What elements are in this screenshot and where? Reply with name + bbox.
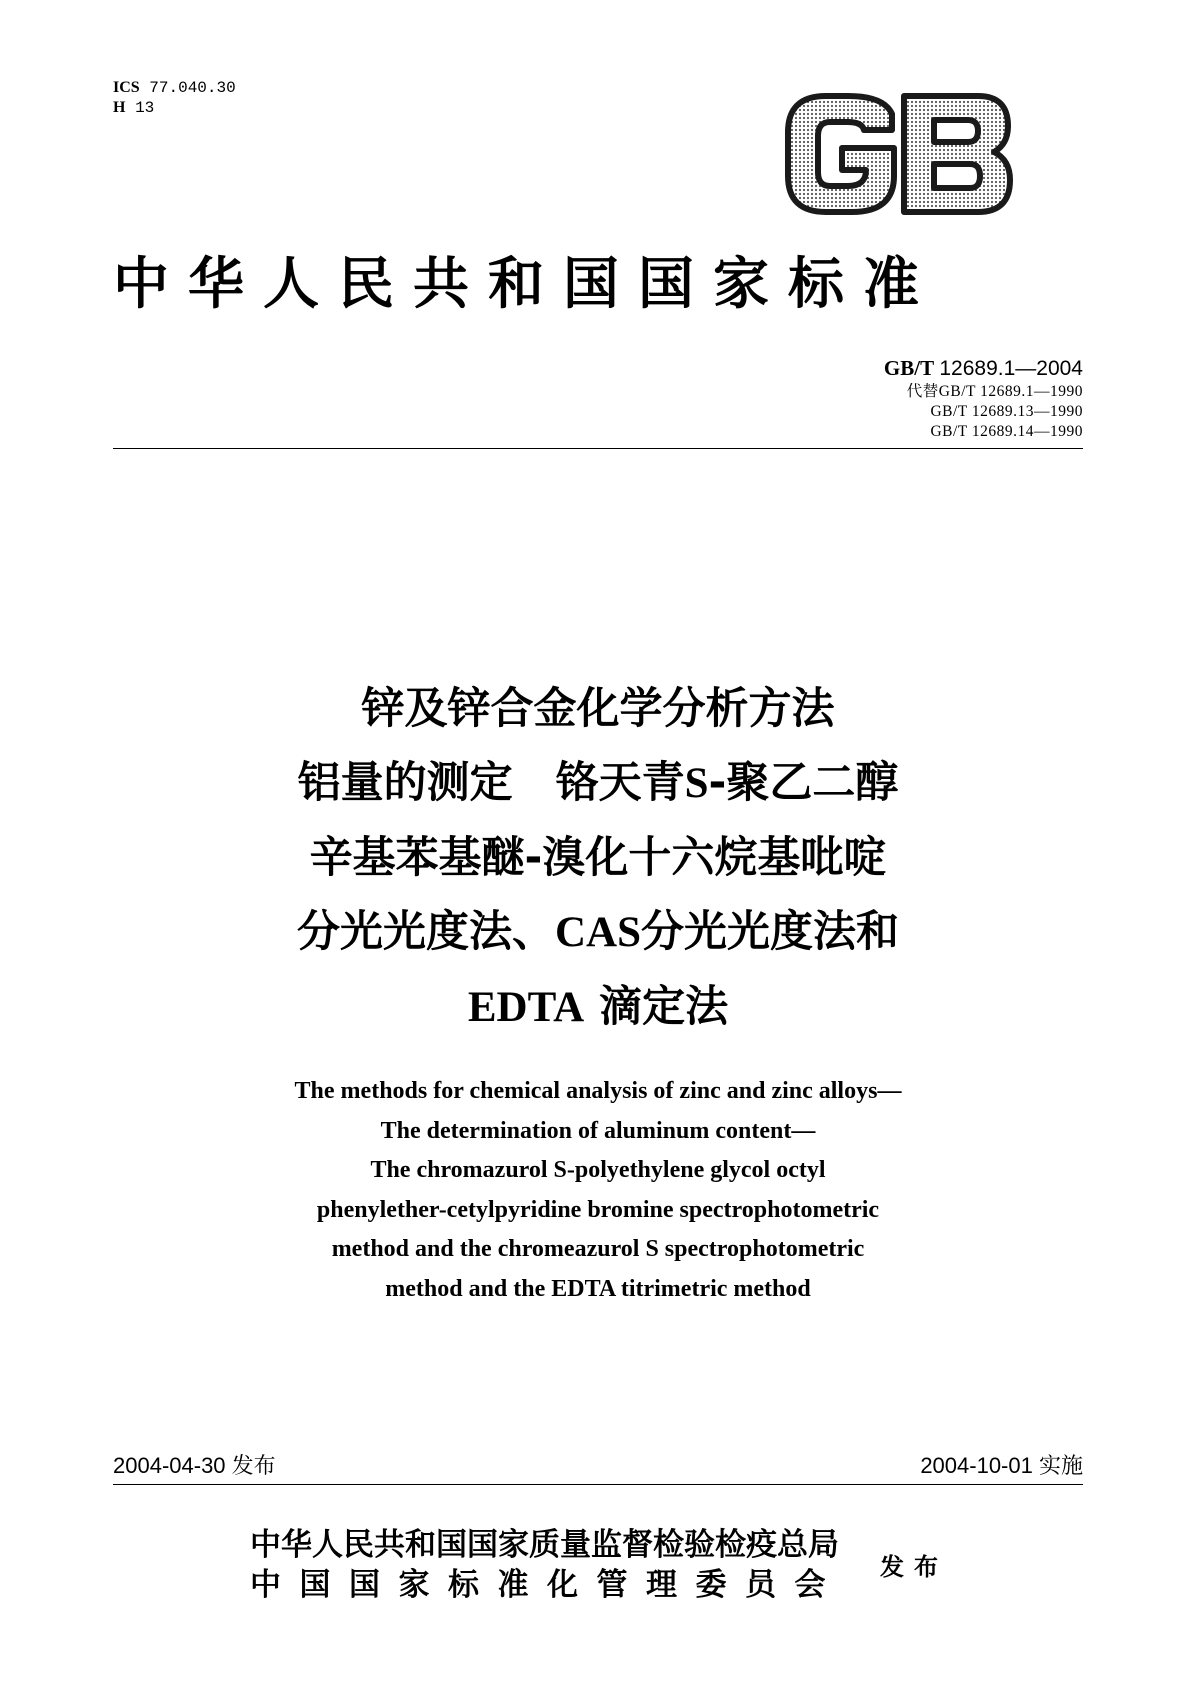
- ics-line: [113, 78, 236, 98]
- cn-title-line-1: 锌及锌合金化学分析方法: [361, 684, 835, 734]
- en-title-line: method and the chromeazurol S spectrophotometric: [331, 1236, 865, 1262]
- en-title-line: The chromazurol S-polyethylene glycol octyl: [370, 1157, 826, 1183]
- effective-date: 2004-10-01 实施: [920, 1453, 1083, 1478]
- en-title-line: phenylether-cetylpyridine bromine spectrophotometric: [316, 1196, 880, 1223]
- ccs-label: H: [113, 99, 126, 116]
- publish-label: 发布: [880, 1553, 948, 1581]
- cn-title-line-5: EDTA 滴定法: [467, 982, 729, 1032]
- replaces-line-2: [884, 402, 1083, 422]
- publisher-1: 中华人民共和国国家质量监督检验检疫总局: [250, 1527, 839, 1563]
- ccs-code: 13: [135, 99, 155, 117]
- footer-divider: [113, 1484, 1083, 1485]
- en-title-line: The determination of aluminum content—: [380, 1117, 816, 1144]
- logo-letter-b: [904, 96, 1010, 212]
- header-divider: [113, 448, 1083, 449]
- gb-logo: [782, 92, 1014, 216]
- national-standard-heading: 中华人民共和国国家标准: [113, 251, 938, 317]
- standard-code: 12689.1—2004: [939, 357, 1083, 380]
- publisher-2: 中国国家标准化管理委员会: [250, 1567, 844, 1603]
- replaced-standard: GB/T 12689.1—1990: [938, 383, 1083, 400]
- ics-code: 77.040.30: [149, 79, 236, 97]
- cn-title-line-2: 铝量的测定 铬天青S-聚乙二醇: [297, 758, 899, 808]
- logo-letter-g: [788, 96, 894, 212]
- publishers: [250, 1525, 844, 1605]
- replaced-standard: GB/T 12689.13—1990: [930, 403, 1083, 420]
- en-title-line: The methods for chemical analysis of zinc and zinc alloys—: [294, 1078, 902, 1104]
- english-title: [113, 1072, 1083, 1309]
- classification-codes: [113, 78, 236, 118]
- standard-number: [884, 355, 1083, 382]
- replaces-line-3: [884, 422, 1083, 442]
- effective-label: 实施: [1038, 1453, 1083, 1478]
- replaces-label: 代替: [906, 383, 939, 400]
- standard-prefix: GB/T: [883, 356, 935, 380]
- en-title-line: method and the EDTA titrimetric method: [385, 1275, 811, 1302]
- cn-title-line-3: 辛基苯基醚-溴化十六烷基吡啶: [309, 833, 887, 883]
- cn-title-line-4: 分光光度法、CAS分光光度法和: [296, 907, 900, 957]
- ics-label: ICS: [113, 79, 140, 96]
- standard-number-block: [884, 355, 1083, 442]
- replaced-standard: GB/T 12689.14—1990: [930, 423, 1083, 440]
- ccs-line: [113, 98, 236, 118]
- issue-date: 2004-04-30 发布: [113, 1453, 276, 1478]
- chinese-title: [113, 672, 1083, 1045]
- issue-label: 发布: [231, 1453, 276, 1478]
- replaces-line-1: [884, 382, 1083, 402]
